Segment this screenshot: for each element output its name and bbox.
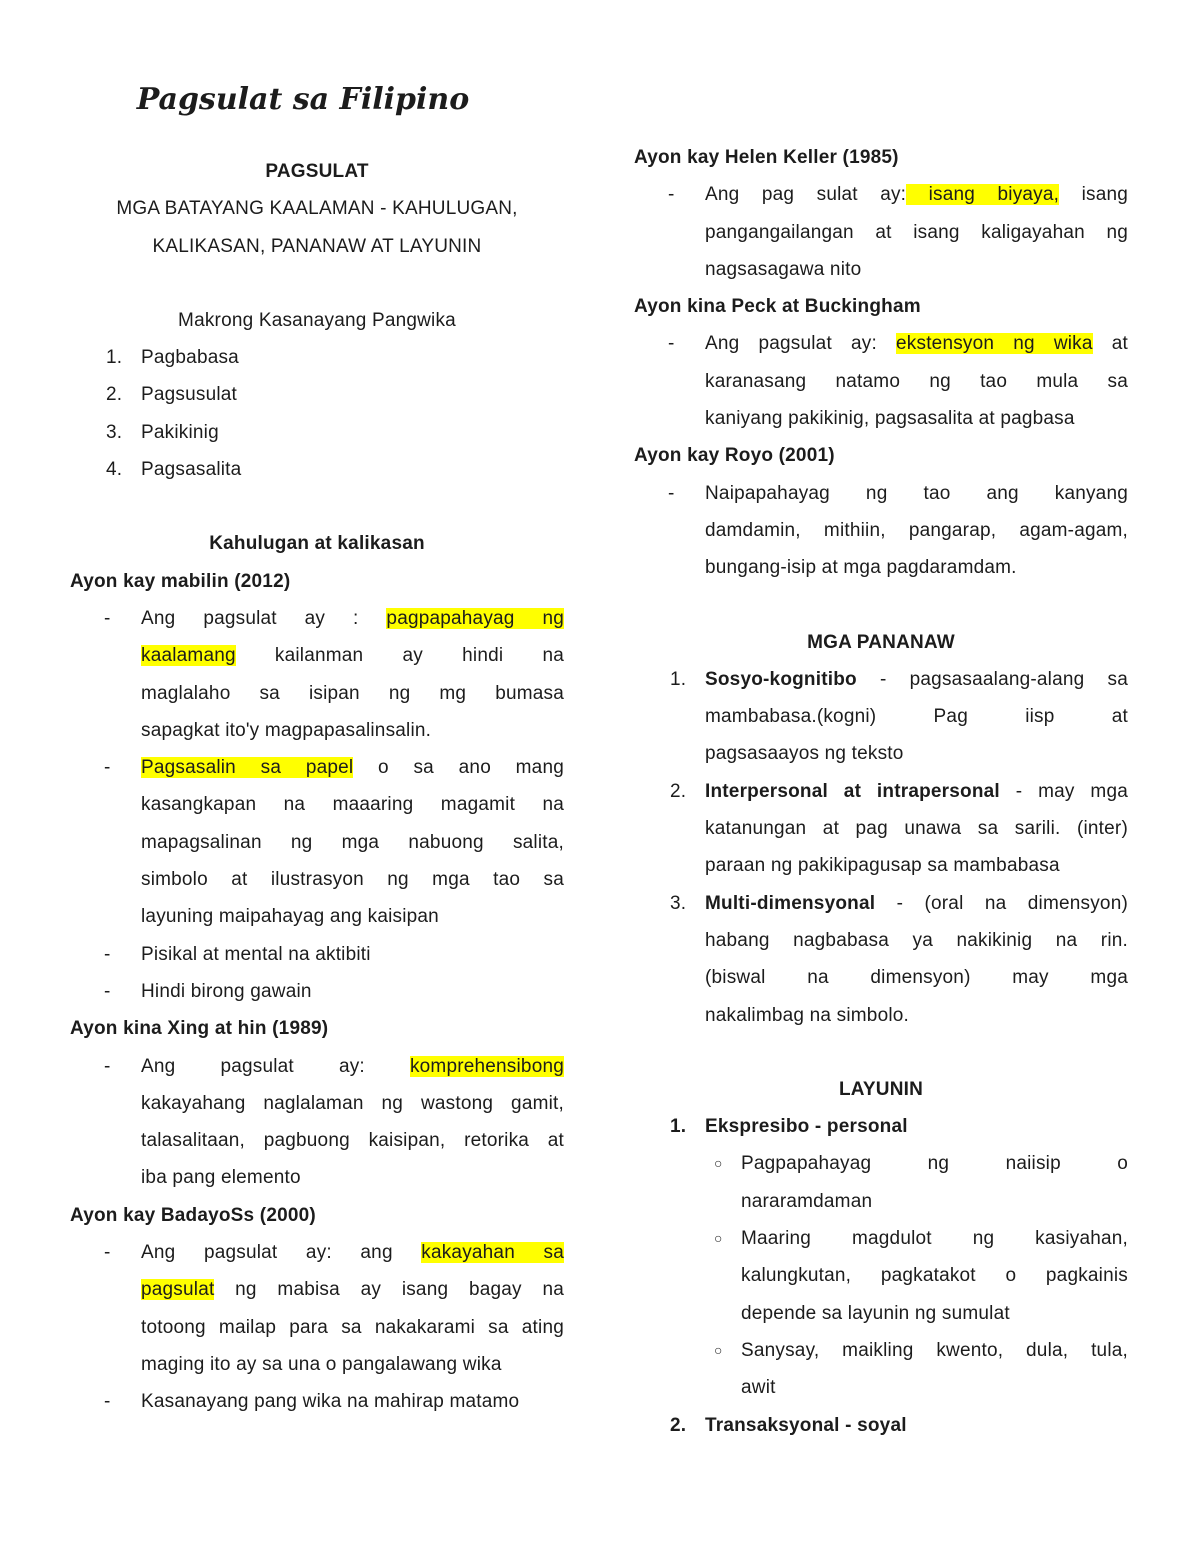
layunin-item-2: 2. Transaksyonal - soyal <box>670 1414 907 1436</box>
kahulugan-title: Kahulugan at kalikasan <box>209 533 425 555</box>
highlight: pagsulat <box>141 1279 215 1301</box>
highlight: ekstensyon ng wika <box>896 333 1093 355</box>
circle-bullet-icon: ○ <box>714 1230 723 1247</box>
highlight: isang biyaya, <box>906 184 1060 206</box>
makro-title: Makrong Kasanayang Pangwika <box>178 309 456 331</box>
highlight: kakayahan sa <box>421 1242 564 1264</box>
right-column <box>634 139 1128 1444</box>
pagsulat-heading: PAGSULAT <box>265 161 369 182</box>
keller-bullet: - Ang pag sulat ay: isang biyaya, isang pangangailangan at isang kaligayahan ng nagsasagawa nito <box>668 184 1129 280</box>
document-title: Pagsulat sa Filipino <box>136 82 470 117</box>
mabilin-heading: Ayon kay mabilin (2012) <box>70 570 291 592</box>
circle-bullet-icon: ○ <box>714 1341 723 1358</box>
mabilin-bullet-4: - Hindi birong gawain <box>104 980 312 1002</box>
peck-heading: Ayon kina Peck at Buckingham <box>634 296 921 318</box>
makro-item: 1. Pagbabasa <box>106 347 239 369</box>
highlight: kaalamang <box>141 645 236 667</box>
subheading-line-2: KALIKASAN, PANANAW AT LAYUNIN <box>152 235 482 257</box>
layunin-title: LAYUNIN <box>838 1078 924 1100</box>
pananaw-title: MGA PANANAW <box>807 631 955 653</box>
layunin-subitem-3: ○ Sanysay, maikling kwento, dula, tula, awit <box>634 1332 1128 1407</box>
xing-bullet: - Ang pagsulat ay: komprehensibong kakayahang naglalaman ng wastong gamit, talasalitaan, pagbuong kaisipan, retorika at iba pang elemento <box>104 1055 564 1189</box>
layunin-item-1: 1. Ekspresibo - personal <box>670 1116 908 1138</box>
pananaw-item-3: 3. Multi-dimensyonal - (oral na dimensyon) habang nagbabasa ya nakikinig na rin. (biswal na dimensyon) may mga nakalimbag na simbolo. <box>670 892 1128 1026</box>
makro-item: 4. Pagsasalita <box>106 459 242 481</box>
layunin-subitem-2: ○ Maaring magdulot ng kasiyahan, kalungkutan, pagkatakot o pagkainis depende sa layunin ng sumulat <box>634 1220 1128 1332</box>
highlight: pagpapahayag ng <box>386 607 564 629</box>
mabilin-bullet-3: - Pisikal at mental na aktibiti <box>104 943 371 965</box>
highlight: Pagsasalin sa papel <box>141 757 354 779</box>
badayos-bullet-1: - Ang pagsulat ay: ang kakayahan sa pagsulat ng mabisa ay isang bagay na totoong mailap para sa nakakarami sa ating maging ito ay sa una o pangalawang wika <box>104 1242 564 1375</box>
badayos-bullet-2: - Kasanayang pang wika na mahirap matamo <box>104 1391 520 1413</box>
layunin-subitem-1: ○ Pagpapahayag ng naiisip o nararamdaman <box>634 1145 1128 1220</box>
royo-bullet: - Naipapahayag ng tao ang kanyang damdamin, mithiin, pangarap, agam-agam, bungang-isip at mga pagdaramdam. <box>668 482 1128 579</box>
royo-heading: Ayon kay Royo (2001) <box>634 445 835 467</box>
keller-heading: Ayon kay Helen Keller (1985) <box>634 147 899 168</box>
mabilin-bullet-1: - Ang pagsulat ay : pagpapahayag ng kaalamang kailanman ay hindi na maglalaho sa isipan ng mg bumasa sapagkat ito'y magpapasalinsalin. <box>104 607 564 741</box>
badayos-heading: Ayon kay BadayoSs (2000) <box>70 1204 316 1226</box>
peck-bullet: - Ang pagsulat ay: ekstensyon ng wika at karanasang natamo ng tao mula sa kaniyang pakikinig, pagsasalita at pagbasa <box>668 333 1128 430</box>
pananaw-item-1: 1. Sosyo-kognitibo - pagsasaalang-alang sa mambabasa.(kogni) Pag iisp at pagsasaayos ng teksto <box>670 668 1128 765</box>
xing-heading: Ayon kina Xing at hin (1989) <box>70 1018 329 1040</box>
pananaw-item-2: 2. Interpersonal at intrapersonal - may mga katanungan at pag unawa sa sarili. (inter) paraan ng pakikipagusap sa mambabasa <box>670 780 1128 877</box>
subheading-line-1: MGA BATAYANG KAALAMAN - KAHULUGAN, <box>116 198 518 220</box>
makro-item: 2. Pagsusulat <box>106 384 238 406</box>
mabilin-bullet-2: - Pagsasalin sa papel o sa ano mang kasangkapan na maaaring magamit na mapagsalinan ng mga nabuong salita, simbolo at ilustrasyon ng mga tao sa layuning maipahayag ang kaisipan <box>104 757 564 928</box>
circle-bullet-icon: ○ <box>714 1155 723 1172</box>
highlight: komprehensibong <box>409 1055 564 1077</box>
makro-item: 3. Pakikinig <box>106 421 219 443</box>
left-column <box>70 78 564 1421</box>
